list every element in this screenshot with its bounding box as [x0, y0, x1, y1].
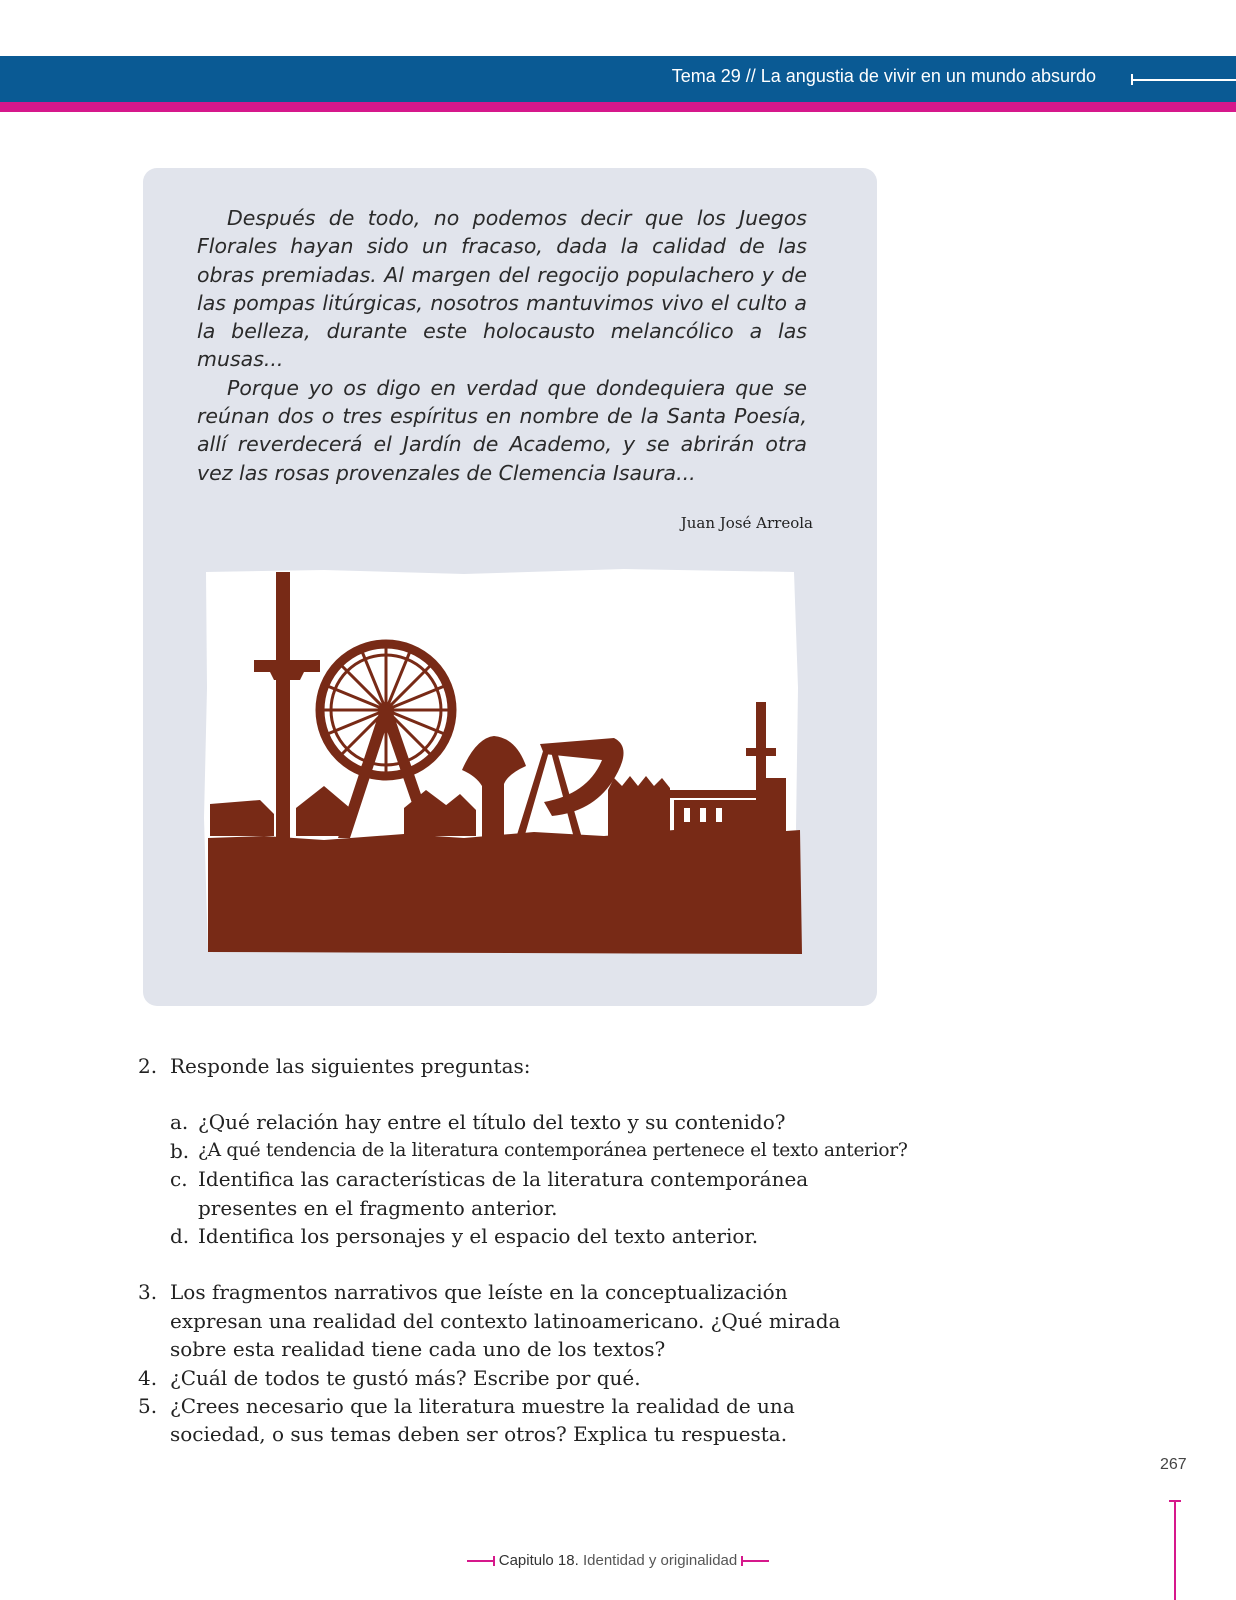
- coaster-window-2: [700, 808, 706, 822]
- observation-tower: [276, 572, 290, 838]
- question-number: 5.: [138, 1394, 158, 1419]
- footer-chapter: Capitulo 18.: [498, 1552, 579, 1569]
- margin-rule-tick: [1169, 1500, 1181, 1502]
- list-item: [170, 1222, 878, 1250]
- coaster-building: [608, 776, 670, 838]
- quote-text: [197, 204, 807, 487]
- header-rule: [1131, 79, 1236, 81]
- question-3: [138, 1278, 878, 1363]
- question-2: [138, 1052, 878, 1080]
- ground-silhouette: [208, 830, 802, 954]
- questions-section: [138, 1052, 908, 1449]
- list-item: [170, 1137, 908, 1165]
- fairground-illustration: [204, 568, 804, 954]
- item-text: ¿Qué relación hay entre el título del texto y su contenido?: [198, 1110, 786, 1135]
- question-5: [138, 1392, 878, 1449]
- coaster-window-1: [684, 808, 690, 822]
- item-text: ¿A qué tendencia de la literatura contemporánea pertenece el texto anterior?: [198, 1139, 908, 1161]
- question-text: Responde las siguientes preguntas:: [170, 1054, 531, 1078]
- right-tower-platform: [746, 748, 776, 756]
- item-letter: a.: [170, 1110, 189, 1135]
- header-accent-stripe: [0, 102, 1236, 112]
- list-item: [170, 1165, 878, 1222]
- footer-rule-left: [467, 1560, 495, 1562]
- quote-author: Juan José Arreola: [680, 514, 813, 532]
- item-text: Identifica las características de la literatura contemporánea presentes en el fragmento anterior.: [198, 1167, 809, 1220]
- quote-box: [143, 168, 877, 1006]
- header-title: Tema 29 // La angustia de vivir en un mundo absurdo: [671, 66, 1096, 86]
- header-rule-tick: [1131, 74, 1133, 85]
- item-letter: b.: [170, 1138, 190, 1163]
- item-letter: c.: [170, 1167, 188, 1192]
- item-text: Identifica los personajes y el espacio del texto anterior.: [198, 1224, 759, 1249]
- quote-paragraph-1: Después de todo, no podemos decir que los Juegos Florales hayan sido un fracaso, dada la calidad de las obras premiadas. Al margen del regocijo populachero y de las pompas litúrgicas, nosotros mantuvimos vivo el culto a la belleza, durante este holocausto melancólico a las musas...: [197, 206, 807, 372]
- right-tower-base: [764, 778, 786, 838]
- list-item: [170, 1108, 878, 1136]
- question-text: ¿Cuál de todos te gustó más? Escribe por qué.: [170, 1365, 641, 1390]
- footer-rule-right: [741, 1560, 769, 1562]
- question-number: 2.: [138, 1054, 158, 1078]
- page-number: 267: [1160, 1456, 1187, 1473]
- item-letter: d.: [170, 1224, 190, 1249]
- question-number: 4.: [138, 1365, 158, 1390]
- question-4: [138, 1364, 878, 1392]
- question-number: 3.: [138, 1280, 158, 1305]
- coaster-track: [608, 790, 758, 798]
- margin-rule: [1174, 1500, 1176, 1600]
- question-text: ¿Crees necesario que la literatura muestre la realidad de una sociedad, o sus temas deben ser otros? Explica tu respuesta.: [170, 1394, 795, 1447]
- footer: [0, 1552, 1236, 1569]
- quote-paragraph-2: Porque yo os digo en verdad que dondequiera que se reúnan dos o tres espíritus en nombre de la Santa Poesía, allí reverdecerá el Jardín de Academo, y se abrirán otra vez las rosas provenzales de Clemencia Isaura...: [197, 375, 807, 485]
- booth-far-left: [210, 800, 274, 836]
- question-text: Los fragmentos narrativos que leíste en la conceptualización expresan una realidad del contexto latinoamericano. ¿Qué mirada sobre esta realidad tiene cada uno de los textos?: [170, 1280, 841, 1362]
- footer-chapter-title: Identidad y originalidad: [582, 1552, 738, 1569]
- coaster-window-3: [716, 808, 722, 822]
- question-2-items: [170, 1108, 908, 1250]
